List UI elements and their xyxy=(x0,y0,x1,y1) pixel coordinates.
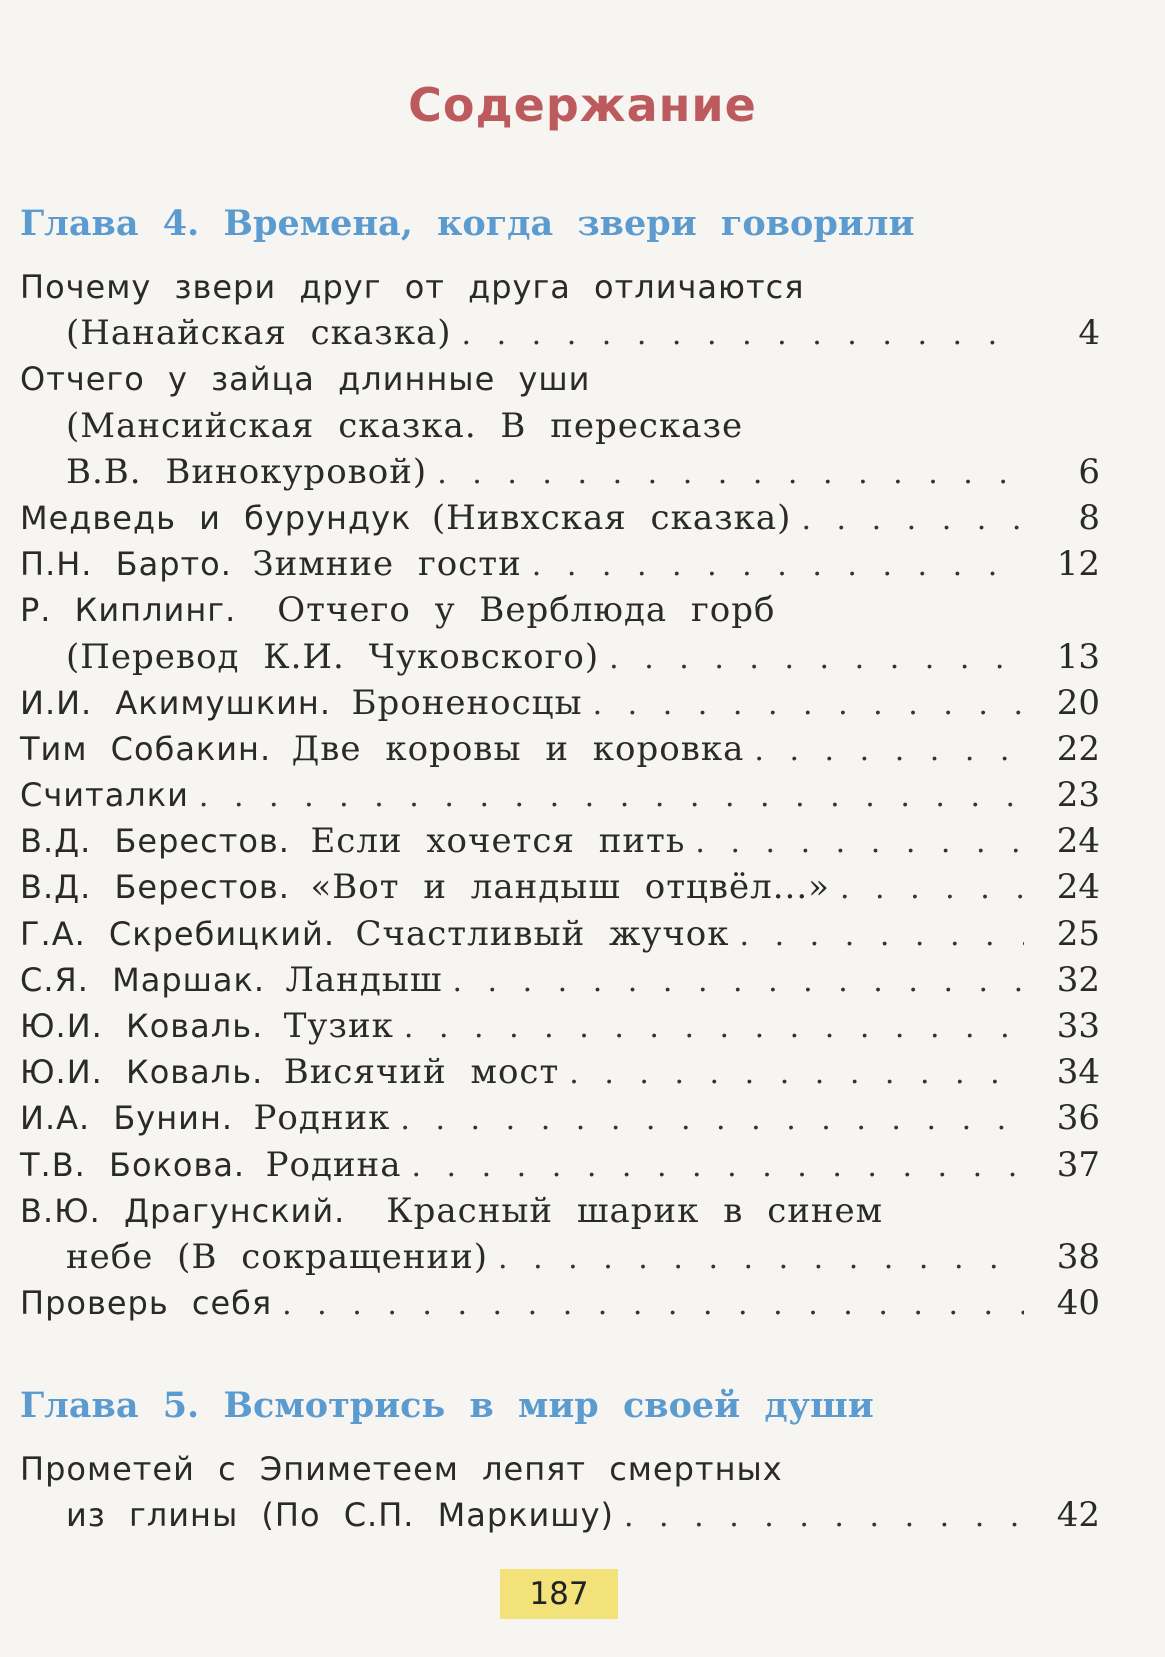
entry-title: Отчего у Верблюда горб xyxy=(277,590,776,631)
entry-author: Считалки xyxy=(20,776,189,815)
entry-title: Если хочется пить xyxy=(310,821,686,862)
entry-subtitle: (Нанайская сказка) xyxy=(66,313,452,354)
toc-entry[interactable] xyxy=(20,587,1100,679)
chapter-heading: Глава 5. Всмотрись в мир своей души xyxy=(20,1385,874,1426)
page-number: 33 xyxy=(1056,1006,1100,1046)
dot-leader xyxy=(404,1005,1024,1051)
page-number: 36 xyxy=(1056,1098,1100,1139)
toc-entry[interactable] xyxy=(20,356,1100,495)
toc-entry[interactable] xyxy=(20,680,1100,726)
dot-leader xyxy=(840,866,1024,912)
entry-author: Т.В. Бокова. xyxy=(20,1145,246,1184)
page-folio: 187 xyxy=(500,1569,618,1619)
toc-entry[interactable] xyxy=(20,1049,1100,1095)
page-number: 32 xyxy=(1056,959,1100,1000)
toc-entry[interactable] xyxy=(20,818,1100,864)
entry-subtitle: (Мансийская сказка. В пересказе xyxy=(66,405,744,446)
dot-leader xyxy=(462,312,1025,358)
dot-leader xyxy=(593,682,1024,728)
entry-title: Родина xyxy=(265,1144,402,1185)
toc-entry[interactable] xyxy=(20,1280,1100,1326)
entry-title: Зимние гости xyxy=(252,544,522,585)
page-number: 25 xyxy=(1056,913,1100,954)
dot-leader xyxy=(740,913,1024,959)
entry-author: Медведь и бурундук xyxy=(20,498,412,537)
dot-leader xyxy=(400,1097,1024,1143)
toc-entry[interactable] xyxy=(20,495,1100,541)
entry-author: Г.А. Скребицкий. xyxy=(20,914,335,953)
entry-title: Прометей с Эпиметеем лепят смертных xyxy=(20,1450,783,1488)
toc-entry[interactable] xyxy=(20,772,1100,818)
entry-author: Ю.И. Коваль. xyxy=(20,1007,264,1045)
page-number: 8 xyxy=(1078,497,1100,538)
page-number: 34 xyxy=(1056,1052,1100,1093)
page-number: 23 xyxy=(1056,775,1100,816)
entry-title: Почему звери друг от друга отличаются xyxy=(20,268,805,306)
dot-leader xyxy=(199,774,1024,820)
toc-entry[interactable] xyxy=(20,264,1100,356)
toc-entry[interactable] xyxy=(20,541,1100,587)
dot-leader xyxy=(411,1144,1024,1190)
page-number: 37 xyxy=(1056,1144,1100,1185)
page-title: Содержание xyxy=(408,78,757,132)
chapter-heading: Глава 4. Времена, когда звери говорили xyxy=(20,203,915,244)
entry-author: В.Д. Берестов. xyxy=(20,868,290,907)
entry-title: Две коровы и коровка xyxy=(291,728,745,769)
page-number: 22 xyxy=(1056,728,1100,769)
page-number: 40 xyxy=(1056,1283,1100,1324)
entry-subtitle: небе (В сокращении) xyxy=(66,1236,489,1277)
entry-title: Родник xyxy=(253,1098,391,1139)
dot-leader xyxy=(437,451,1024,497)
chapter-5 xyxy=(20,1378,1100,1538)
entry-title: Красный шарик в синем xyxy=(386,1190,884,1231)
entry-author: Проверь себя xyxy=(20,1284,273,1323)
chapter-4 xyxy=(20,196,1100,1326)
entry-subtitle: В.В. Винокуровой) xyxy=(66,451,428,492)
entry-author: И.И. Акимушкин. xyxy=(20,683,331,722)
dot-leader xyxy=(624,1494,1024,1540)
entry-author: И.А. Бунин. xyxy=(20,1099,234,1138)
entry-author: Ю.И. Коваль. xyxy=(20,1053,264,1092)
entry-author: С.Я. Маршак. xyxy=(20,960,266,999)
toc-entry[interactable] xyxy=(20,911,1100,957)
toc-entry[interactable] xyxy=(20,864,1100,910)
entry-author: В.Ю. Драгунский. xyxy=(20,1191,346,1230)
toc-entry[interactable] xyxy=(20,1446,1100,1538)
page-number: 4 xyxy=(1078,313,1100,354)
dot-leader xyxy=(695,820,1024,866)
entry-title: Ландыш xyxy=(285,959,443,1000)
entry-title: (Нивхская сказка) xyxy=(431,497,792,538)
entry-title: Тузик xyxy=(283,1006,394,1046)
dot-leader xyxy=(452,959,1024,1005)
toc-entry[interactable] xyxy=(20,726,1100,772)
entry-title: «Вот и ландыш отцвёл...» xyxy=(310,867,830,908)
toc-entry[interactable] xyxy=(20,1095,1100,1141)
page-number: 38 xyxy=(1056,1236,1100,1277)
page-number: 24 xyxy=(1056,821,1100,862)
entry-subtitle: (Перевод К.И. Чуковского) xyxy=(66,636,600,677)
entry-author: П.Н. Барто. xyxy=(20,545,232,584)
dot-leader xyxy=(282,1282,1024,1328)
entry-title: Броненосцы xyxy=(351,682,583,723)
page-number: 6 xyxy=(1078,451,1100,492)
page-number: 13 xyxy=(1056,636,1100,677)
entry-author: Тим Собакин. xyxy=(20,729,272,768)
toc-entry[interactable] xyxy=(20,1142,1100,1188)
page-number: 12 xyxy=(1056,544,1100,585)
toc-entry[interactable] xyxy=(20,1188,1100,1280)
dot-leader xyxy=(498,1236,1024,1282)
toc-entry[interactable] xyxy=(20,957,1100,1003)
page-number: 20 xyxy=(1056,682,1100,723)
page-number: 42 xyxy=(1056,1495,1100,1536)
entry-title: Отчего у зайца длинные уши xyxy=(20,360,591,399)
dot-leader xyxy=(801,497,1024,543)
entry-subtitle: из глины (По С.П. Маркишу) xyxy=(66,1496,614,1535)
dot-leader xyxy=(754,728,1024,774)
entry-author: В.Д. Берестов. xyxy=(20,822,290,861)
entry-author: Р. Киплинг. xyxy=(20,591,237,630)
dot-leader xyxy=(569,1051,1024,1097)
dot-leader xyxy=(609,636,1024,682)
entry-title: Висячий мост xyxy=(283,1052,560,1093)
entry-title: Счастливый жучок xyxy=(355,913,730,954)
dot-leader xyxy=(532,543,1024,589)
page-number: 24 xyxy=(1056,867,1100,908)
toc-entry[interactable] xyxy=(20,1003,1100,1049)
